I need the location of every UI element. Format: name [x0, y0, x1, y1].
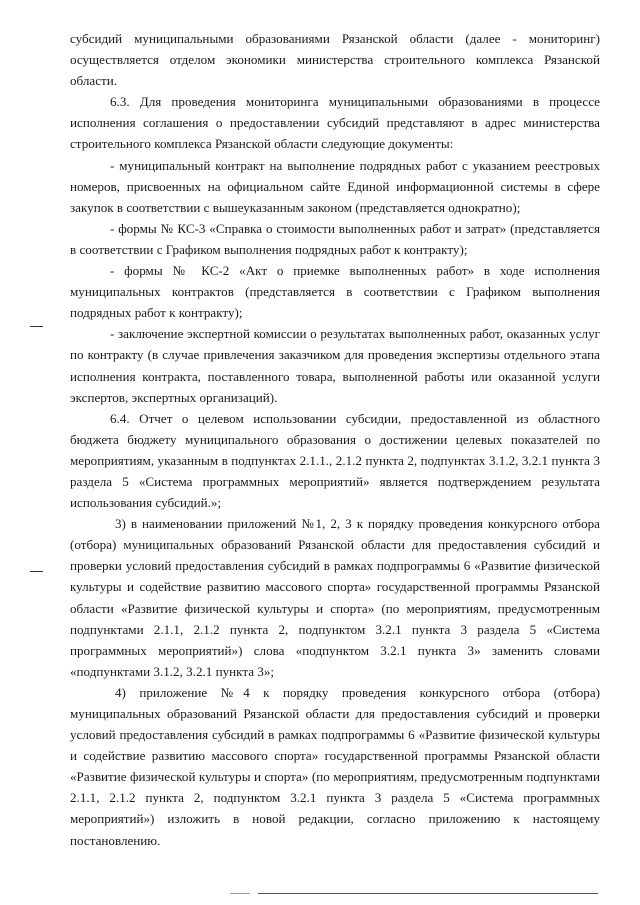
- margin-mark: [30, 571, 43, 572]
- footer-rule: [258, 893, 598, 894]
- paragraph: субсидий муниципальными образованиями Рязанской области (далее - мониторинг) осуществляется отделом экономики министерства строительного комплекса Рязанской области.: [70, 31, 600, 89]
- footer-rule-short: [230, 893, 250, 894]
- paragraph: 6.4. Отчет о целевом использовании субсидии, предоставленной из областного бюджета бюджету муниципального образования о достижении целевых показателей по мероприятиям, указанным в подпунктах 2.1.1., 2.1.2 пункта 2, подпунктах 3.1.2, 3.2.1 пункта 3 раздела 5 «Система программных мероприятий» является подтверждением результата использования субсидий.»;: [70, 410, 600, 511]
- paragraph: 3) в наименовании приложений №1, 2, 3 к порядку проведения конкурсного отбора (отбора) муниципальных образований Рязанской области для предоставления субсидий и проверки условий предоставления субсидий в рамках подпрограммы 6 «Развитие физической культуры и содействие развитию массового спорта» государственной программы Рязанской области «Развитие физической культуры и спорта» (по мероприятиям, предусмотренным подпунктами 2.1.1, 2.1.2 пункта 2, подпунктом 3.2.1 пункта 3 раздела 5 «Система программных мероприятий») слова «подпунктом 3.2.1 пункта 3» заменить словами «подпунктами 3.1.2, 3.2.1 пункта 3»;: [70, 516, 600, 679]
- paragraph: 4) приложение №4 к порядку проведения конкурсного отбора (отбора) муниципальных образований Рязанской области для предоставления субсидий и проверки условий предоставления субсидий в рамках подпрограммы 6 «Развитие физической культуры и содействие развитию массового спорта» государственной программы Рязанской области «Развитие физической культуры и спорта» (по мероприятиям, предусмотренным подпунктами 2.1.1, 2.1.2 пункта 2, подпунктом 3.2.1 пункта 3 раздела 5 «Система программных мероприятий») изложить в новой редакции, согласно приложению к настоящему постановлению.: [70, 684, 600, 848]
- paragraph: - формы № КС-3 «Справка о стоимости выполненных работ и затрат» (представляется в соответствии с Графиком выполнения подрядных работ к контракту);: [70, 220, 600, 257]
- document-body: [70, 28, 600, 851]
- paragraph: - муниципальный контракт на выполнение подрядных работ с указанием реестровых номеров, присвоенных на официальном сайте Единой информационной системы в сфере закупок в соответствии с вышеуказанным законом (представляется однократно);: [70, 157, 600, 215]
- paragraph: - заключение экспертной комиссии о результатах выполненных работ, оказанных услуг по контракту (в случае привлечения заказчиком для проведения экспертизы отдельного этапа исполнения контракта, поставленного товара, выполненной работы или оказанной услуги экспертов, экспертных организаций).: [70, 326, 600, 405]
- paragraph: 6.3. Для проведения мониторинга муниципальными образованиями в процессе исполнения соглашения о предоставлении субсидий представляют в адрес министерства строительного комплекса Рязанской области следующие документы:: [70, 94, 600, 152]
- paragraph: - формы № КС-2 «Акт о приемке выполненных работ» в ходе исполнения муниципальных контрактов (представляется в соответствии с Графиком выполнения подрядных работ к контракту);: [70, 263, 600, 321]
- margin-mark: [30, 326, 43, 327]
